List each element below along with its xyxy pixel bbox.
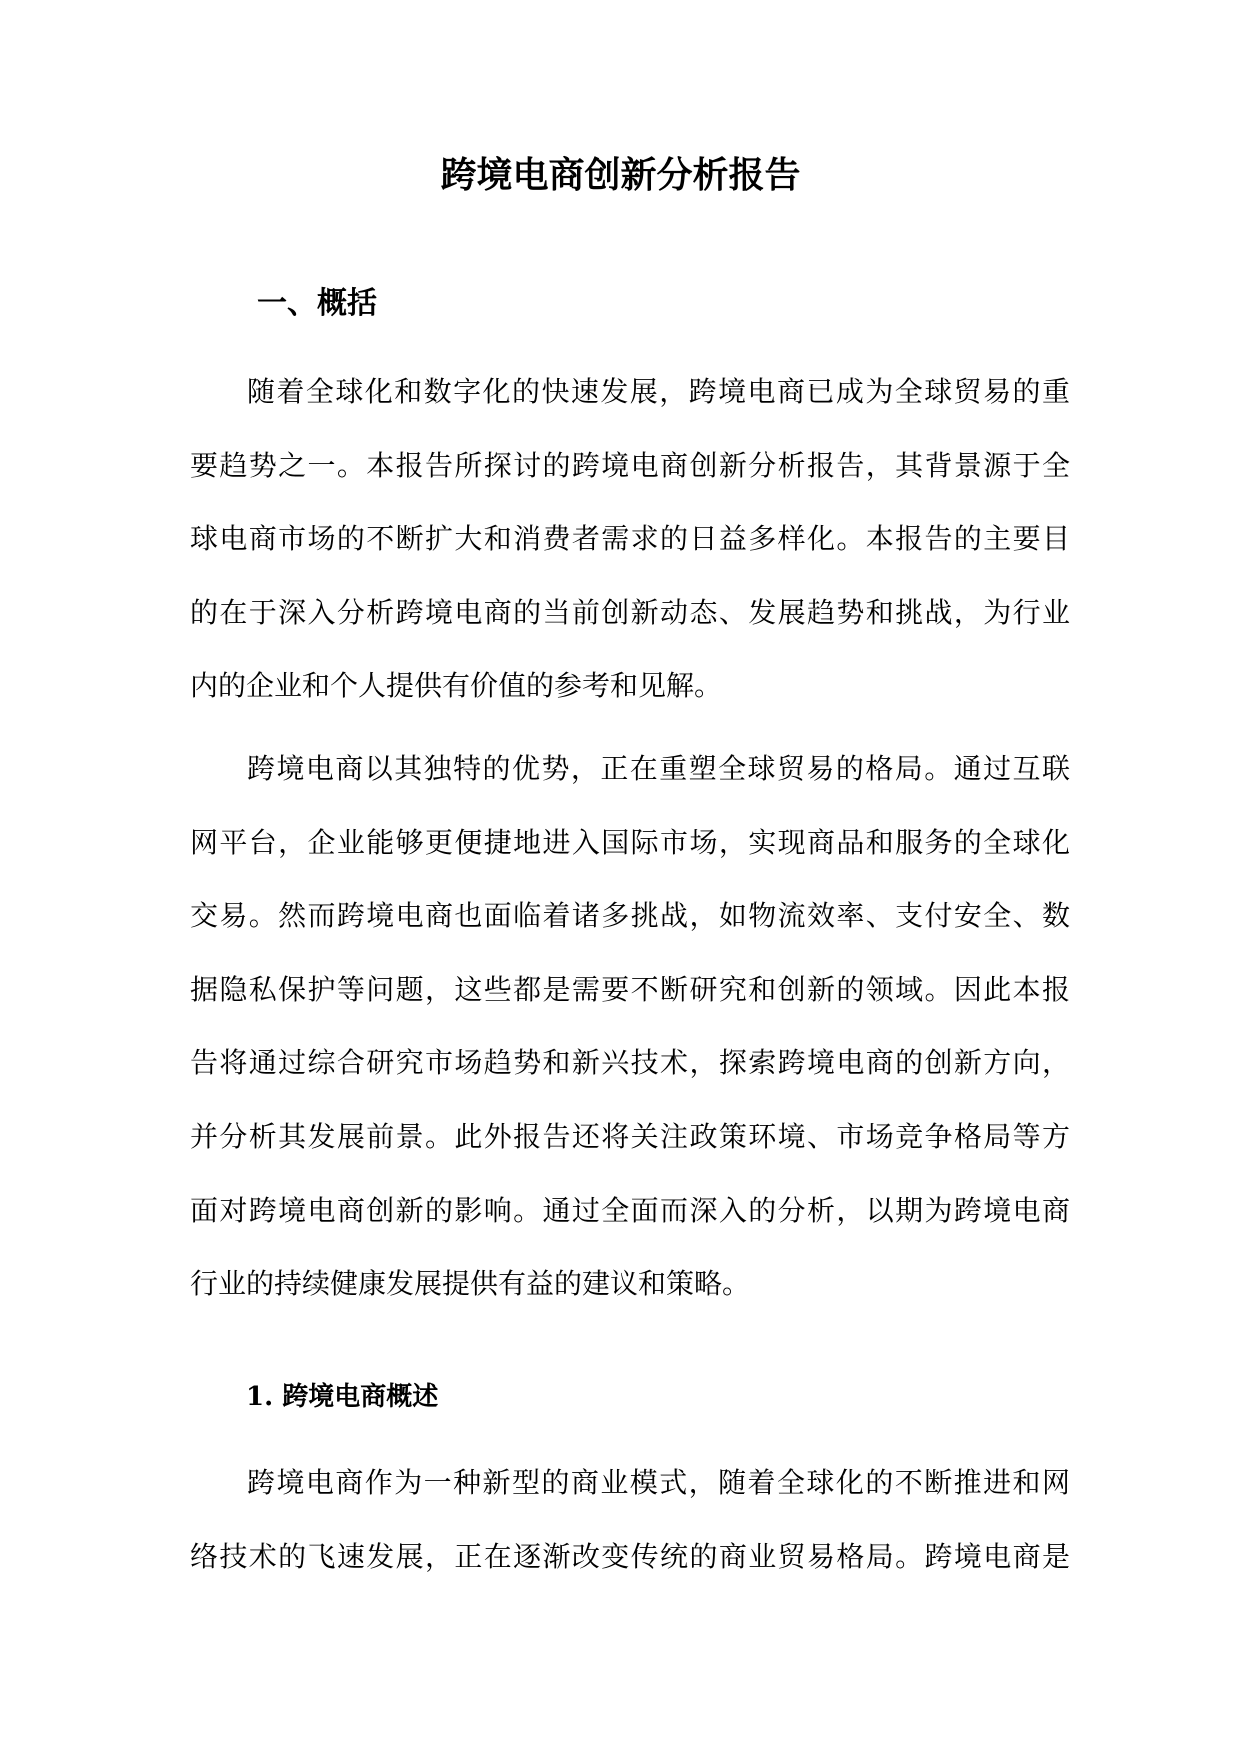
paragraph-line: 跨境电商以其独特的优势，正在重塑全球贸易的格局。通过互联 bbox=[247, 752, 1070, 785]
paragraph-line: 网平台，企业能够更便捷地进入国际市场，实现商品和服务的全球化 bbox=[190, 825, 1070, 859]
paragraph-line: 球电商市场的不断扩大和消费者需求的日益多样化。本报告的主要目 bbox=[190, 522, 1070, 556]
paragraph-line: 内的企业和个人提供有价值的参考和见解。 bbox=[190, 669, 723, 703]
paragraph-line: 并分析其发展前景。此外报告还将关注政策环境、市场竞争格局等方 bbox=[190, 1119, 1070, 1153]
document-title: 跨境电商创新分析报告 bbox=[440, 154, 801, 196]
paragraph-line: 面对跨境电商创新的影响。通过全面而深入的分析，以期为跨境电商 bbox=[190, 1193, 1070, 1227]
paragraph-line: 络技术的飞速发展，正在逐渐改变传统的商业贸易格局。跨境电商是 bbox=[190, 1539, 1070, 1573]
paragraph-line: 据隐私保护等问题，这些都是需要不断研究和创新的领域。因此本报 bbox=[190, 972, 1070, 1006]
paragraph-line: 告将通过综合研究市场趋势和新兴技术，探索跨境电商的创新方向， bbox=[190, 1046, 1070, 1080]
paragraph-line: 随着全球化和数字化的快速发展，跨境电商已成为全球贸易的重 bbox=[247, 375, 1070, 408]
paragraph-intro bbox=[190, 355, 1070, 723]
paragraph-overview bbox=[190, 1446, 1070, 1593]
subsection-heading: 1. 跨境电商概述 bbox=[246, 1382, 439, 1412]
paragraph-line: 行业的持续健康发展提供有益的建议和策略。 bbox=[190, 1267, 751, 1301]
paragraph-line: 跨境电商作为一种新型的商业模式，随着全球化的不断推进和网 bbox=[247, 1466, 1070, 1499]
paragraph-line: 交易。然而跨境电商也面临着诸多挑战，如物流效率、支付安全、数 bbox=[190, 899, 1070, 933]
paragraph-line: 的在于深入分析跨境电商的当前创新动态、发展趋势和挑战，为行业 bbox=[190, 595, 1070, 629]
paragraph-advantages bbox=[190, 732, 1070, 1321]
paragraph-line: 要趋势之一。本报告所探讨的跨境电商创新分析报告，其背景源于全 bbox=[190, 448, 1070, 482]
section-heading-overview: 一、概括 bbox=[257, 286, 377, 321]
